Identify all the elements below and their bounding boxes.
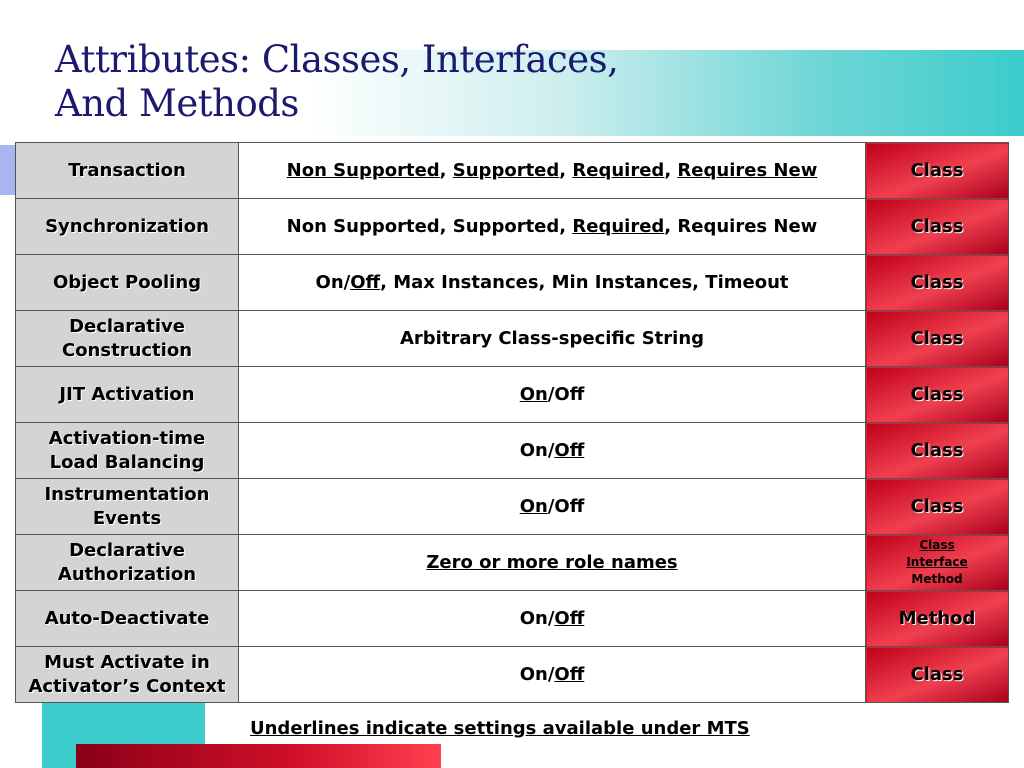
mts-setting-underlined: Off (554, 439, 585, 461)
settings-cell (239, 367, 866, 423)
setting-text: On/ (519, 663, 555, 685)
scope-cell (866, 591, 1009, 647)
attribute-name-cell (16, 367, 239, 423)
attribute-name-cell (16, 311, 239, 367)
attribute-name: Activator’s Context (28, 675, 226, 697)
scope-cell (866, 367, 1009, 423)
settings-cell (239, 479, 866, 535)
table-row (16, 367, 1009, 423)
attribute-name-cell (16, 143, 239, 199)
scope-label: Class (919, 538, 955, 552)
setting-text: Non Supported, Supported, (286, 215, 573, 237)
table-row (16, 143, 1009, 199)
table-row (16, 535, 1009, 591)
scope-label: Class (910, 439, 964, 461)
mts-setting-underlined: Off (350, 271, 381, 293)
scope-cell (866, 479, 1009, 535)
attribute-name: Authorization (57, 563, 197, 585)
mts-setting-underlined: Required (572, 215, 665, 237)
attribute-name: Object Pooling (52, 271, 202, 293)
setting-text: , (559, 159, 573, 181)
setting-text: /Off (547, 495, 585, 517)
settings-cell (239, 591, 866, 647)
scope-label: Class (910, 663, 964, 685)
attribute-name-cell (16, 423, 239, 479)
table-row (16, 255, 1009, 311)
settings-cell (239, 143, 866, 199)
scope-cell (866, 535, 1009, 591)
mts-setting-underlined: On (519, 383, 548, 405)
attribute-name-cell (16, 535, 239, 591)
scope-label: Class (910, 327, 964, 349)
attribute-name-cell (16, 199, 239, 255)
side-accent-bar (0, 145, 16, 195)
table-row (16, 647, 1009, 703)
settings-cell (239, 535, 866, 591)
attribute-name-cell (16, 591, 239, 647)
mts-setting-underlined: Zero or more role names (426, 551, 678, 573)
setting-text: On/ (519, 439, 555, 461)
setting-text: On/ (519, 607, 555, 629)
mts-setting-underlined: Required (572, 159, 665, 181)
table-row (16, 479, 1009, 535)
attribute-name: Construction (61, 339, 193, 361)
settings-cell (239, 311, 866, 367)
scope-cell (866, 311, 1009, 367)
setting-text: , (664, 159, 678, 181)
table-row (16, 199, 1009, 255)
settings-cell (239, 255, 866, 311)
scope-cell (866, 423, 1009, 479)
slide-title-line-2: And Methods (55, 82, 299, 125)
settings-cell (239, 423, 866, 479)
scope-cell (866, 199, 1009, 255)
attribute-name: Instrumentation (44, 483, 210, 505)
scope-label: Class (910, 215, 964, 237)
setting-text: On/ (315, 271, 351, 293)
attribute-name: Declarative (69, 539, 185, 561)
table-row (16, 591, 1009, 647)
setting-text: , Max Instances, Min Instances, Timeout (380, 271, 789, 293)
scope-cell (866, 647, 1009, 703)
slide-title (55, 38, 618, 126)
slide-title-line-1: Attributes: Classes, Interfaces, (55, 38, 619, 81)
mts-setting-underlined: Off (554, 663, 585, 685)
bottom-red-bar (76, 744, 441, 768)
attribute-name: JIT Activation (59, 383, 195, 405)
settings-cell (239, 199, 866, 255)
footnote: Underlines indicate settings available under MTS (250, 718, 750, 739)
mts-setting-underlined: Supported (452, 159, 560, 181)
scope-cell (866, 143, 1009, 199)
setting-text: , (439, 159, 453, 181)
attribute-name: Synchronization (45, 215, 209, 237)
mts-setting-underlined: On (519, 495, 548, 517)
scope-label: Class (910, 159, 964, 181)
scope-label: Class (910, 271, 964, 293)
mts-setting-underlined: Requires New (677, 159, 818, 181)
attribute-name: Must Activate in (44, 651, 210, 673)
attribute-name-cell (16, 255, 239, 311)
scope-label: Class (910, 383, 964, 405)
setting-text: Arbitrary Class-specific String (399, 327, 705, 349)
table-row (16, 311, 1009, 367)
scope-label: Interface (906, 555, 968, 569)
setting-text: /Off (547, 383, 585, 405)
attribute-name: Activation-time (48, 427, 206, 449)
attribute-name-cell (16, 647, 239, 703)
settings-cell (239, 647, 866, 703)
table-row (16, 423, 1009, 479)
scope-label: Class (910, 495, 964, 517)
scope-label: Method (898, 607, 976, 629)
mts-setting-underlined: Off (554, 607, 585, 629)
attribute-name: Transaction (68, 159, 186, 181)
scope-label: Method (911, 572, 963, 586)
attribute-name: Declarative (69, 315, 185, 337)
mts-setting-underlined: Non Supported (286, 159, 440, 181)
attributes-table (15, 142, 1009, 703)
attribute-name: Events (92, 507, 162, 529)
attribute-name: Load Balancing (49, 451, 205, 473)
attribute-name: Auto-Deactivate (44, 607, 210, 629)
attribute-name-cell (16, 479, 239, 535)
scope-cell (866, 255, 1009, 311)
setting-text: , Requires New (664, 215, 818, 237)
attributes-table-body (16, 143, 1009, 703)
